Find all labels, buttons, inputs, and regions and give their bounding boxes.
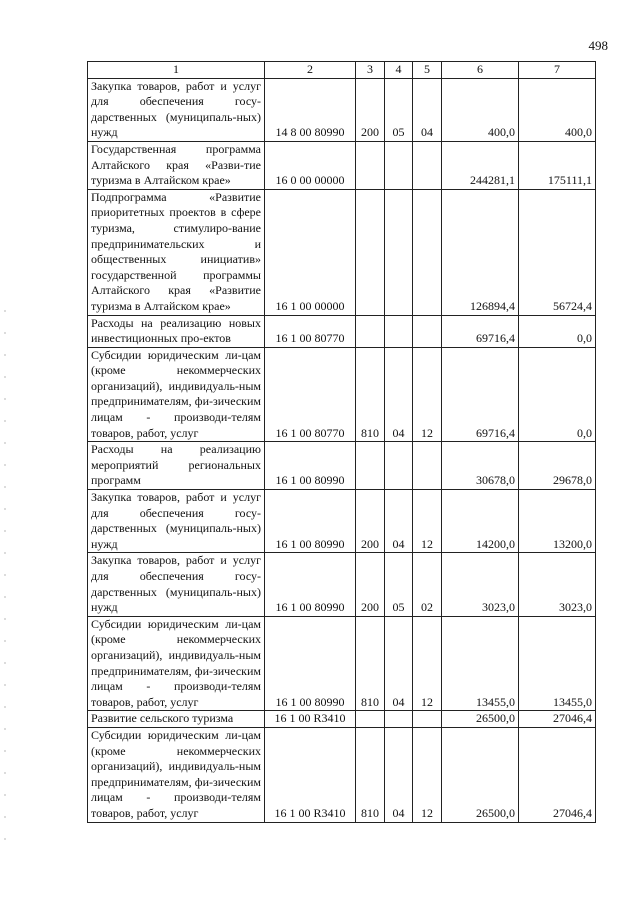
row-name: Субсидии юридическим ли-цам (кроме некоммерческих организаций), индивидуаль-ным предпринимателям, фи-зическим лицам - производи-телям товаров, работ, услуг	[88, 347, 265, 442]
row-value-7: 27046,4	[519, 727, 596, 822]
row-name: Закупка товаров, работ и услуг для обеспечения госу-дарственных (муниципаль-ных) нужд	[88, 78, 265, 141]
header-col-1: 1	[88, 62, 265, 79]
row-col-5: 12	[413, 727, 442, 822]
row-col-4: 05	[385, 78, 413, 141]
table-row	[88, 141, 596, 189]
header-col-2: 2	[265, 62, 356, 79]
row-value-6: 244281,1	[442, 141, 519, 189]
row-col-5	[413, 141, 442, 189]
row-value-7: 27046,4	[519, 711, 596, 728]
row-col-5: 12	[413, 490, 442, 553]
margin-dots	[3, 300, 7, 860]
row-name: Субсидии юридическим ли-цам (кроме некоммерческих организаций), индивидуаль-ным предпринимателям, фи-зическим лицам - производи-телям товаров, работ, услуг	[88, 727, 265, 822]
row-col-5	[413, 315, 442, 347]
row-col-3: 200	[356, 553, 385, 616]
row-code: 16 1 00 80990	[265, 490, 356, 553]
row-code: 16 1 00 00000	[265, 189, 356, 315]
row-col-4	[385, 189, 413, 315]
row-name: Подпрограмма «Развитие приоритетных проектов в сфере туризма, стимулиро-вание предпринимательских и общественных инициатив» государственной программы Алтайского края «Развитие туризма в Алтайском крае»	[88, 189, 265, 315]
row-value-7: 13200,0	[519, 490, 596, 553]
row-code: 16 1 00 R3410	[265, 711, 356, 728]
row-col-4: 05	[385, 553, 413, 616]
row-col-4	[385, 141, 413, 189]
table-row	[88, 189, 596, 315]
row-col-3	[356, 189, 385, 315]
table-row	[88, 553, 596, 616]
table-row	[88, 616, 596, 711]
header-col-7: 7	[519, 62, 596, 79]
header-col-3: 3	[356, 62, 385, 79]
row-col-4: 04	[385, 490, 413, 553]
table-row	[88, 711, 596, 728]
header-row	[88, 62, 596, 79]
row-code: 16 1 00 80990	[265, 553, 356, 616]
row-col-5: 12	[413, 616, 442, 711]
header-col-6: 6	[442, 62, 519, 79]
row-col-4: 04	[385, 727, 413, 822]
row-value-6: 69716,4	[442, 315, 519, 347]
row-name: Расходы на реализацию новых инвестиционных про-ектов	[88, 315, 265, 347]
row-code: 14 8 00 80990	[265, 78, 356, 141]
row-value-6: 69716,4	[442, 347, 519, 442]
row-col-4: 04	[385, 347, 413, 442]
row-value-6: 126894,4	[442, 189, 519, 315]
header-col-5: 5	[413, 62, 442, 79]
row-col-5: 04	[413, 78, 442, 141]
row-code: 16 1 00 80770	[265, 315, 356, 347]
row-name: Развитие сельского туризма	[88, 711, 265, 728]
row-col-5: 12	[413, 347, 442, 442]
table-body	[88, 78, 596, 822]
row-col-3: 200	[356, 78, 385, 141]
row-name: Государственная программа Алтайского края «Разви-тие туризма в Алтайском крае»	[88, 141, 265, 189]
row-value-6: 30678,0	[442, 442, 519, 490]
row-col-4: 04	[385, 616, 413, 711]
row-name: Расходы на реализацию мероприятий региональных программ	[88, 442, 265, 490]
row-value-6: 26500,0	[442, 727, 519, 822]
row-value-7: 3023,0	[519, 553, 596, 616]
table-row	[88, 490, 596, 553]
row-col-4	[385, 315, 413, 347]
row-col-3	[356, 442, 385, 490]
row-col-4	[385, 442, 413, 490]
row-code: 16 1 00 R3410	[265, 727, 356, 822]
row-col-3: 200	[356, 490, 385, 553]
row-code: 16 1 00 80990	[265, 442, 356, 490]
row-col-3	[356, 141, 385, 189]
table-row	[88, 315, 596, 347]
table-row	[88, 727, 596, 822]
page-number: 498	[588, 38, 608, 53]
table-row	[88, 78, 596, 141]
row-code: 16 0 00 00000	[265, 141, 356, 189]
table-row	[88, 442, 596, 490]
row-value-7: 13455,0	[519, 616, 596, 711]
row-col-5	[413, 711, 442, 728]
budget-table	[87, 61, 596, 823]
row-col-4	[385, 711, 413, 728]
row-name: Закупка товаров, работ и услуг для обеспечения госу-дарственных (муниципаль-ных) нужд	[88, 490, 265, 553]
row-col-3: 810	[356, 616, 385, 711]
row-value-7: 175111,1	[519, 141, 596, 189]
row-value-6: 14200,0	[442, 490, 519, 553]
row-value-6: 400,0	[442, 78, 519, 141]
row-col-5: 02	[413, 553, 442, 616]
table-row	[88, 347, 596, 442]
row-col-3	[356, 315, 385, 347]
row-value-7: 0,0	[519, 315, 596, 347]
row-value-6: 13455,0	[442, 616, 519, 711]
row-col-5	[413, 442, 442, 490]
row-value-7: 29678,0	[519, 442, 596, 490]
row-value-7: 0,0	[519, 347, 596, 442]
row-code: 16 1 00 80990	[265, 616, 356, 711]
header-col-4: 4	[385, 62, 413, 79]
row-name: Закупка товаров, работ и услуг для обеспечения госу-дарственных (муниципаль-ных) нужд	[88, 553, 265, 616]
row-value-6: 26500,0	[442, 711, 519, 728]
row-col-5	[413, 189, 442, 315]
row-col-3	[356, 711, 385, 728]
row-col-3: 810	[356, 727, 385, 822]
row-value-7: 400,0	[519, 78, 596, 141]
row-col-3: 810	[356, 347, 385, 442]
row-code: 16 1 00 80770	[265, 347, 356, 442]
table-header	[88, 62, 596, 79]
row-name: Субсидии юридическим ли-цам (кроме некоммерческих организаций), индивидуаль-ным предпринимателям, фи-зическим лицам - производи-телям товаров, работ, услуг	[88, 616, 265, 711]
row-value-6: 3023,0	[442, 553, 519, 616]
row-value-7: 56724,4	[519, 189, 596, 315]
